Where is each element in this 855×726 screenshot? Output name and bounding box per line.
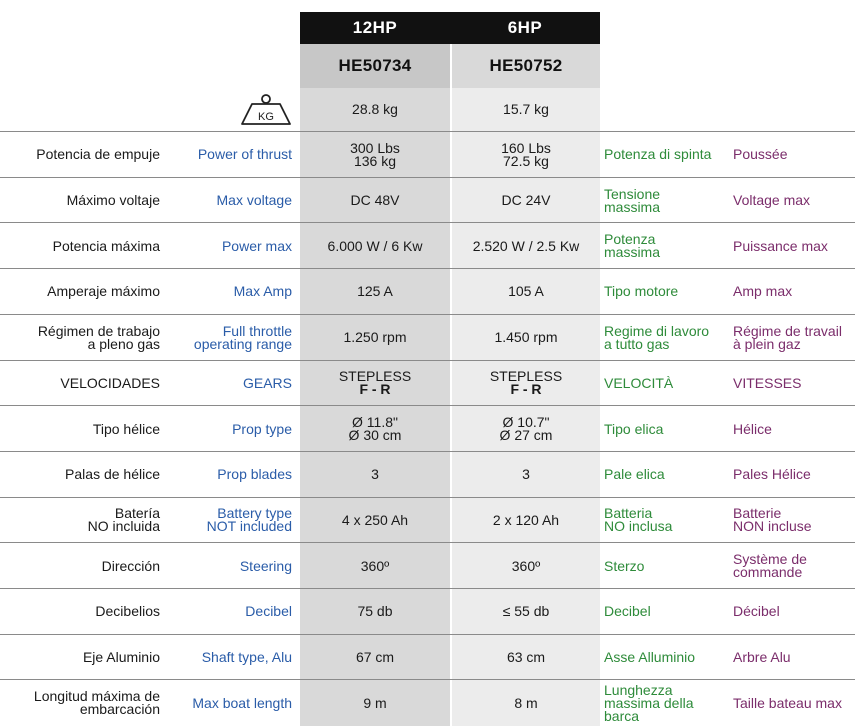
weight-model-2: 15.7 kg [503,101,549,117]
spec-fr-cell: Système de commande [733,551,807,581]
spec-v1-cell: 67 cm [355,649,395,666]
spec-it-cell: Tipo motore [604,283,679,300]
spec-es-cell: Tipo hélice [92,420,160,437]
spec-en-cell: Prop blades [217,466,292,483]
spec-es-cell: Dirección [101,557,160,574]
spec-es-cell: VELOCIDADES [60,374,160,391]
spec-fr-cell: Poussée [733,146,788,163]
hp-header-1: 12HP [300,12,450,44]
spec-it-cell: Potenza di spinta [604,146,712,163]
spec-it-cell: Batteria NO inclusa [604,505,673,535]
spec-it-cell: Tensione massima [604,185,661,215]
spec-es-cell: Palas de hélice [65,466,160,483]
spec-en-cell: Max voltage [216,192,292,209]
spec-fr-cell: Voltage max [733,192,811,209]
spec-v1-cell: 300 Lbs 136 kg [350,139,400,169]
spec-v1-cell: 360º [360,557,390,574]
spec-en-cell: Power max [221,237,292,254]
spec-en-cell: Battery type NOT included [206,505,292,535]
spec-es-cell: Longitud máxima de embarcación [33,688,160,718]
spec-v2-cell: 1.450 rpm [494,329,558,346]
spec-v2-cell: 2.520 W / 2.5 Kw [472,237,580,254]
spec-es-cell: Potencia máxima [52,237,160,254]
spec-fr-cell: Arbre Alu [733,649,791,666]
spec-es-cell: Máximo voltaje [66,192,160,209]
spec-en-cell: Prop type [232,420,292,437]
spec-es-cell: Amperaje máximo [47,283,160,300]
spec-es-cell: Eje Aluminio [82,649,160,666]
spec-en-cell: GEARS [242,374,292,391]
weight-icon [222,92,294,126]
spec-v1-cell: 75 db [357,603,393,620]
spec-it-cell: Sterzo [604,557,645,574]
gear-type: STEPLESS [338,368,412,385]
gear-direction: F - R [510,381,542,398]
weight-model-1: 28.8 kg [352,101,398,117]
spec-fr-cell: VITESSES [733,374,802,391]
spec-v2-cell: 8 m [514,694,538,711]
spec-en-cell: Max Amp [233,283,292,300]
spec-v1-cell: DC 48V [350,192,400,209]
spec-v1-cell: 1.250 rpm [343,329,407,346]
spec-v1-cell: 125 A [357,283,393,300]
spec-es-cell: Decibelios [95,603,160,620]
spec-fr-cell: Batterie NON incluse [733,505,812,535]
spec-it-cell: Asse Alluminio [604,649,696,666]
model-header-1: HE50734 [300,44,450,88]
spec-es-cell: Régimen de trabajo a pleno gas [37,322,160,352]
spec-v2-cell: 3 [522,466,530,483]
spec-fr-cell: Taille bateau max [733,694,842,711]
spec-v2-cell: DC 24V [501,192,551,209]
spec-v2-cell [452,361,600,407]
spec-en-cell: Shaft type, Alu [201,649,292,666]
spec-v1-cell: 4 x 250 Ah [341,511,409,528]
spec-en-cell: Steering [239,557,292,574]
spec-it-cell: Tipo elica [604,420,664,437]
spec-v2-cell: Ø 10.7" Ø 27 cm [499,414,553,444]
spec-v1-cell [300,361,450,407]
model-header-2: HE50752 [452,44,600,88]
weight-icon-label: KG [258,111,274,123]
spec-it-cell: Pale elica [604,466,665,483]
spec-v1-cell: Ø 11.8" Ø 30 cm [348,414,402,444]
spec-fr-cell: Puissance max [733,237,828,254]
spec-v2-cell: 360º [511,557,541,574]
spec-v1-cell: 6.000 W / 6 Kw [327,237,423,254]
spec-v2-cell: 2 x 120 Ah [492,511,560,528]
spec-fr-cell: Décibel [733,603,780,620]
spec-en-cell: Power of thrust [197,146,292,163]
spec-v2-cell: ≤ 55 db [502,603,550,620]
spec-v2-cell: 105 A [508,283,544,300]
spec-en-cell: Decibel [245,603,292,620]
spec-es-cell: Batería NO incluida [87,505,160,535]
spec-v1-cell: 3 [371,466,379,483]
spec-v2-cell: 63 cm [506,649,546,666]
spec-en-cell: Full throttle operating range [193,322,292,352]
spec-fr-cell: Amp max [733,283,793,300]
spec-v2-cell: 160 Lbs 72.5 kg [501,139,551,169]
spec-it-cell: VELOCITÀ [604,374,674,391]
spec-v1-cell: 9 m [363,694,387,711]
spec-fr-cell: Régime de travail à plein gaz [733,322,842,352]
spec-it-cell: Potenza massima [604,231,661,261]
gear-type: STEPLESS [489,368,563,385]
spec-it-cell: Decibel [604,603,651,620]
spec-it-cell: Regime di lavoro a tutto gas [604,322,710,352]
spec-it-cell: Lunghezza massima della barca [604,681,694,724]
spec-fr-cell: Pales Hélice [733,466,811,483]
gear-direction: F - R [359,381,391,398]
spec-en-cell: Max boat length [192,694,292,711]
hp-header-2: 6HP [450,12,600,44]
spec-fr-cell: Hélice [733,420,772,437]
spec-es-cell: Potencia de empuje [36,146,160,163]
